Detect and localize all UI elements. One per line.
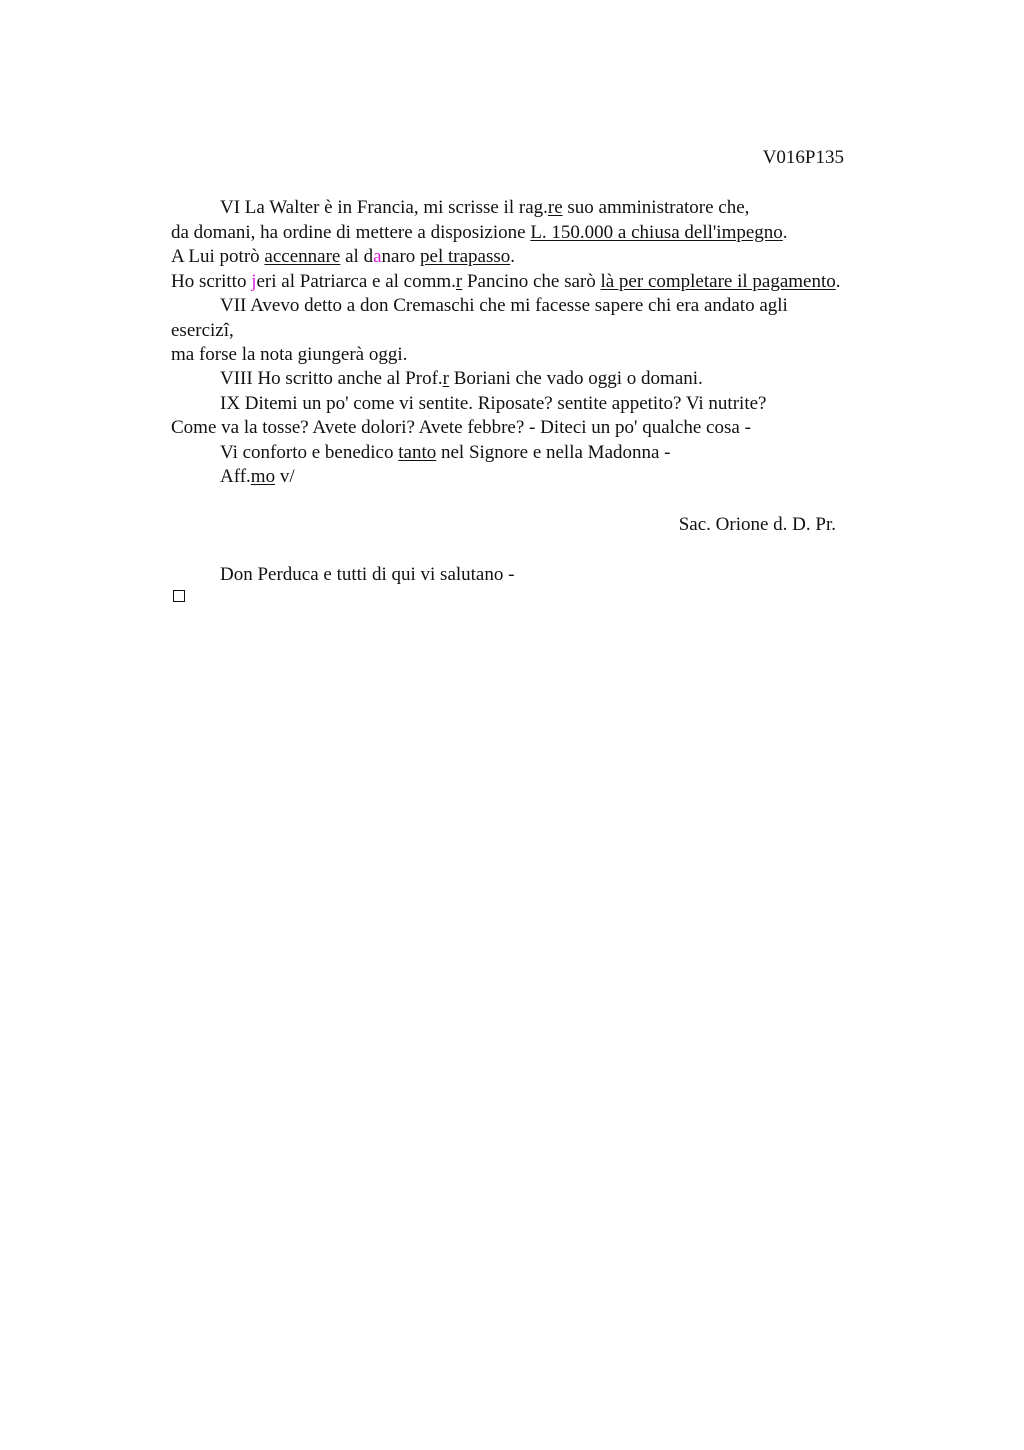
underlined-phrase: L. 150.000 a chiusa dell'impegno (530, 222, 783, 243)
postscript (220, 563, 514, 587)
document-code: V016P135 (762, 147, 844, 168)
text-run: , (229, 320, 234, 341)
text-run: IX Ditemi un po' come vi sentite. Riposate? sentite appetito? Vi nutrite? (220, 393, 767, 414)
text-run: Pancino che sarò (462, 271, 601, 292)
text-run: VIII Ho scritto anche al Prof. (220, 368, 443, 389)
text-run: da domani, ha ordine di mettere a disposizione (171, 222, 531, 243)
text-run: Ho scritto (171, 271, 252, 292)
text-run: v/ (275, 466, 295, 487)
text-line-6 (171, 319, 234, 343)
empty-box-icon (173, 590, 185, 602)
text-line-3 (171, 245, 515, 269)
highlighted-letter: j (251, 271, 257, 292)
text-line-7 (171, 343, 407, 367)
text-line-8 (220, 367, 703, 391)
text-run: ma forse la nota giungerà oggi. (171, 344, 408, 365)
text-run: Vi conforto e benedico (220, 442, 399, 463)
text-line-2 (171, 221, 788, 245)
text-run: VII Avevo detto a don Cremaschi che mi facesse sapere chi era andato agli (220, 295, 788, 316)
text-run: VI La Walter è in Francia, mi scrisse il rag. (220, 197, 548, 218)
text-run: Boriani che vado oggi o domani. (448, 368, 703, 389)
text-run: . (510, 246, 516, 267)
text-run: . (835, 271, 841, 292)
highlighted-letter: a (373, 246, 382, 267)
underlined-phrase: là per completare il pagamento (600, 271, 836, 292)
text-run: Aff. (220, 466, 251, 487)
signature: Sac. Orione d. D. Pr. (678, 514, 836, 535)
text-line-5 (220, 294, 788, 318)
text-line-9 (220, 392, 766, 416)
text-run: suo amministratore che, (562, 197, 750, 218)
text-run: . (782, 222, 788, 243)
text-line-10 (171, 416, 751, 440)
text-run: al d (340, 246, 374, 267)
underlined-word: tanto (398, 442, 437, 463)
text-run: A Lui potrò (171, 246, 265, 267)
text-run: naro (381, 246, 421, 267)
underlined-abbrev: re (547, 197, 563, 218)
underlined-abbrev: r (455, 271, 463, 292)
underlined-phrase: pel trapasso (420, 246, 511, 267)
underlined-abbrev: mo (250, 466, 276, 487)
underlined-abbrev: r (442, 368, 449, 389)
text-run: nel Signore e nella Madonna - (436, 442, 671, 463)
text-line-4 (171, 270, 841, 294)
underlined-word: accennare (264, 246, 341, 267)
text-run: esercizi (171, 320, 230, 341)
text-line-12 (220, 465, 295, 489)
text-line-1 (220, 196, 749, 220)
text-run: Don Perduca e tutti di qui vi salutano - (220, 564, 515, 585)
text-run: eri al Patriarca e al comm. (256, 271, 456, 292)
text-line-11 (220, 441, 671, 465)
text-run: Come va la tosse? Avete dolori? Avete febbre? - Diteci un po' qualche cosa - (171, 417, 751, 438)
